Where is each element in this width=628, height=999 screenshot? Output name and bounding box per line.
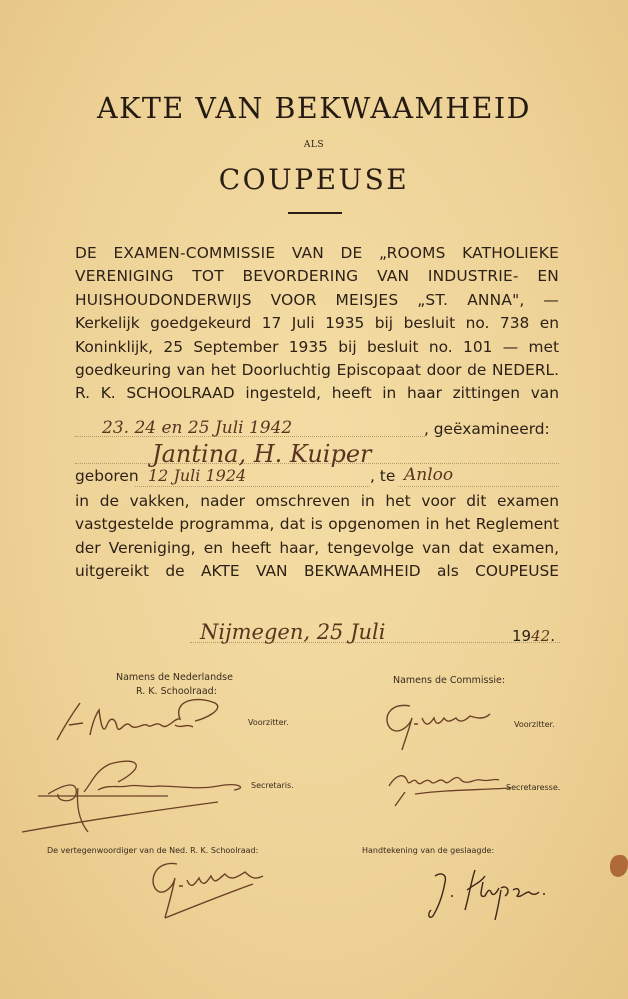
examined-label: , geëxamineerd: [424, 420, 550, 438]
body-line: Kerkelijk goedgekeurd 17 Juli 1935 bij besluit no. 738 en [75, 314, 559, 333]
birthplace-fill-line [398, 486, 559, 487]
certificate-body [75, 242, 559, 406]
secretary-left-signature [18, 752, 258, 837]
birthplace-label: , te [370, 467, 396, 485]
right-heading: Namens de Commissie: [393, 675, 506, 686]
body-line: uitgereikt de AKTE VAN BEKWAAMHEID als COUPEUSE [75, 562, 559, 581]
als-label: ALS [303, 140, 325, 150]
body-line: VERENIGING TOT BEVORDERING VAN INDUSTRIE- EN [75, 267, 559, 286]
certificate-subtitle: COUPEUSE [218, 163, 410, 196]
certificate-body-2 [75, 490, 559, 584]
body-line: vastgestelde programma, dat is opgenomen in het Reglement [75, 515, 559, 534]
body-line: HUISHOUDONDERWIJS VOOR MEISJES „ST. ANNA", — [75, 290, 559, 309]
representative-signature [145, 858, 275, 923]
chair-right-label: Voorzitter. [514, 720, 555, 729]
chair-left-signature [55, 695, 235, 745]
place-date-handwritten: Nijmegen, 25 Juli [200, 620, 386, 644]
year-prefix: 19 [512, 627, 532, 645]
birth-date-fill-line [135, 486, 370, 487]
born-label: geboren [75, 467, 139, 485]
candidate-name-handwritten: Jantina, H. Kuiper [152, 440, 372, 468]
secretary-right-signature [385, 768, 515, 808]
title-divider [288, 212, 342, 214]
year-printed [512, 627, 555, 645]
body-line: DE EXAMEN-COMMISSIE VAN DE „ROOMS KATHOLIEKE [75, 244, 559, 262]
birth-date-handwritten: 12 Juli 1924 [148, 466, 247, 485]
year-period: . [550, 627, 555, 645]
body-line: der Vereniging, en heeft haar, tengevolge van dat examen, [75, 538, 559, 557]
year-handwritten: 42 [531, 627, 551, 645]
birthplace-handwritten: Anloo [404, 465, 454, 485]
graduate-label: Handtekening van de geslaagde: [362, 846, 495, 855]
body-line: R. K. SCHOOLRAAD ingesteld, heeft in haar zittingen van [75, 384, 559, 403]
body-line: in de vakken, nader omschreven in het voor dit examen [75, 492, 559, 510]
left-heading-line-2: R. K. Schoolraad: [136, 686, 217, 697]
chair-right-signature [380, 698, 500, 753]
body-line: Koninklijk, 25 September 1935 bij besluit no. 101 — met [75, 337, 559, 356]
body-line: goedkeuring van het Doorluchtig Episcopaat door de NEDERL. [75, 361, 559, 380]
representative-label: De vertegenwoordiger van de Ned. R. K. Schoolraad: [47, 846, 259, 855]
certificate-title: AKTE VAN BEKWAAMHEID [97, 92, 531, 125]
exam-dates-handwritten: 23. 24 en 25 Juli 1942 [102, 418, 293, 438]
secretary-left-label: Secretaris. [251, 781, 294, 790]
left-heading-line-1: Namens de Nederlandse [116, 672, 233, 683]
paper-stain [610, 855, 628, 877]
secretary-right-label: Secretaresse. [506, 783, 561, 792]
graduate-signature [425, 862, 555, 922]
chair-left-label: Voorzitter. [248, 718, 289, 727]
